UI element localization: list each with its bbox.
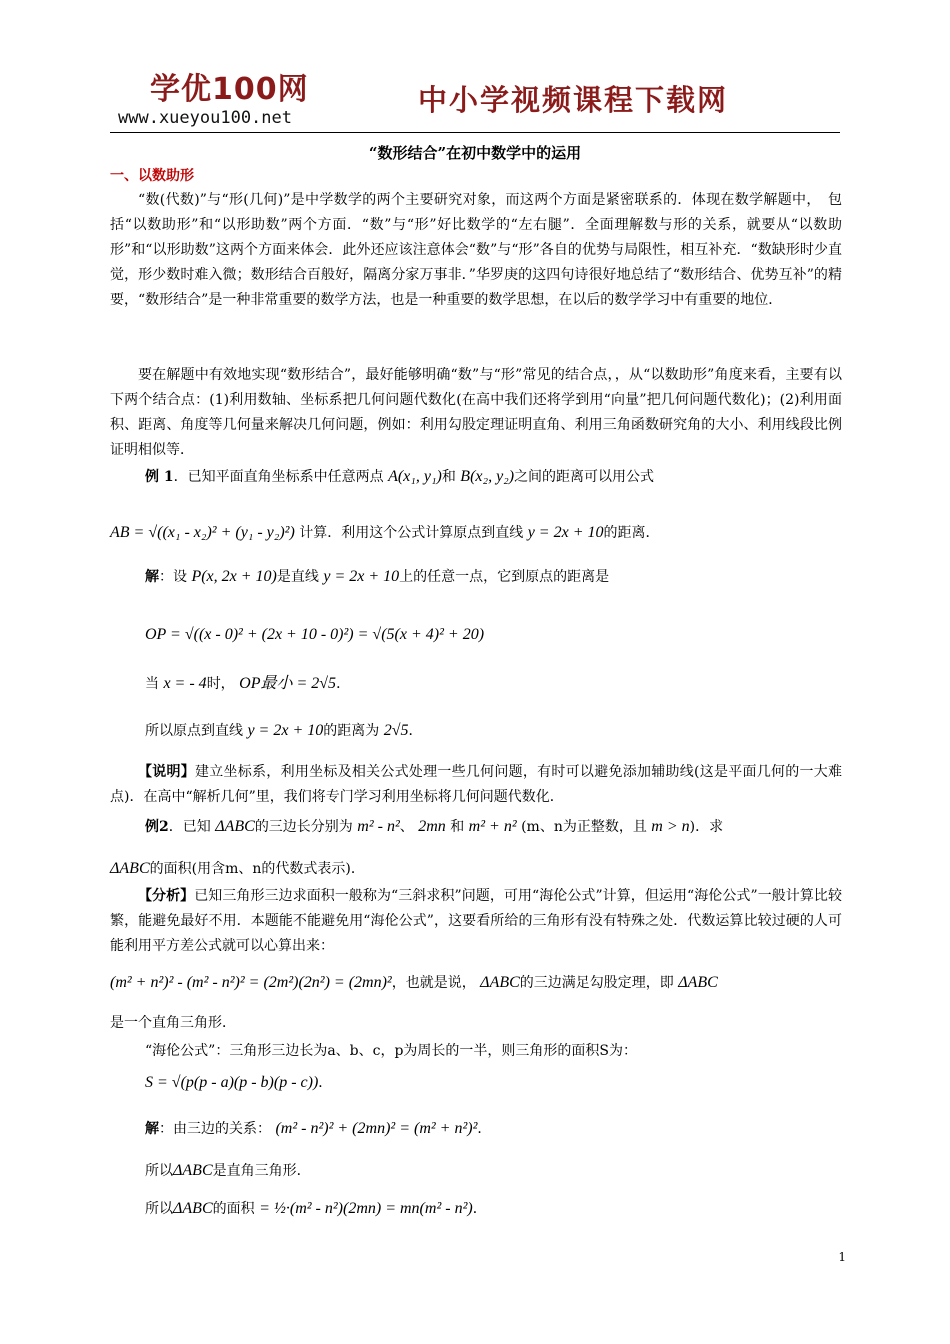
page-number: 1 bbox=[838, 1250, 846, 1264]
analysis-paragraph bbox=[110, 884, 842, 959]
x-value: x = - 4 bbox=[163, 675, 207, 692]
side-3: m² + n² bbox=[468, 818, 517, 835]
heron-formula-line bbox=[145, 1072, 332, 1092]
solution1-line bbox=[145, 566, 609, 586]
conclusion1-text-b: 的距离为 bbox=[323, 723, 380, 739]
triangle-abc-4: ΔABC bbox=[678, 974, 718, 991]
heron-intro-line bbox=[145, 1040, 637, 1060]
note-text: 建立坐标系，利用坐标及相关公式处理一些几何问题，有时可以避免添加辅助线(这是平面几何的一大难点)．在高中“解析几何”里，我们将专门学习利用坐标将几何问题代数化． bbox=[110, 764, 842, 805]
section-heading: 一、以数助形 bbox=[110, 168, 194, 184]
example2-text-c: 的面积(用含m、n的代数式表示)． bbox=[149, 861, 365, 877]
and-text: 和 bbox=[450, 819, 465, 835]
analysis-text-3: 的三边满足勾股定理，即 bbox=[519, 975, 674, 991]
distance-formula: AB = √((x₁ - x₂)² + (y₁ - y₂)²) bbox=[110, 524, 295, 541]
analysis-label: 【分析】 bbox=[138, 888, 195, 904]
op-formula-line bbox=[145, 626, 484, 644]
solution2-text-a: ：由三边的关系： bbox=[159, 1121, 271, 1137]
example1-text-a: ．已知平面直角坐标系中任意两点 bbox=[173, 469, 384, 485]
analysis-text-2: ，也就是说， bbox=[391, 975, 476, 991]
header-rule bbox=[110, 132, 840, 133]
solution2-area-line bbox=[145, 1198, 487, 1218]
heron-intro: “海伦公式”：三角形三边长为a、b、c，p为周长的一半，则三角形的面积S为： bbox=[145, 1043, 638, 1059]
conclusion1-dot: ． bbox=[408, 723, 423, 739]
example2-question bbox=[110, 858, 365, 878]
intro-paragraph-1: “数(代数)”与“形(几何)”是中学数学的两个主要研究对象，而这两个方面是紧密联系的．体现在数学解题中， 包括“以数助形”和“以形助数”两个方面．“数”与“形”好比数学的“左右腿”．全面理解数与形的关系，就要从“以数助形”和“以形助数”这两个方面来体会．此外还应该注意体会“数”与“形”各自的优势与局限性，相互补充．“数缺形时少直觉，形少数时难入微；数形结合百般好，隔离分家万事非．”华罗庚的这四句诗很好地总结了“数形结合、优势互补”的精要，“数形结合”是一种非常重要的数学方法，也是一种重要的数学思想，在以后的数学学习中有重要的地位． bbox=[110, 192, 842, 308]
line-equation-2: y = 2x + 10 bbox=[323, 568, 400, 585]
analysis-text-4: 是一个直角三角形． bbox=[110, 1015, 236, 1031]
header-banner: 中小学视频课程下载网 bbox=[418, 83, 729, 117]
example2-label: 例2 bbox=[145, 819, 169, 835]
document-title: “数形结合”在初中数学中的运用 bbox=[368, 144, 582, 162]
example1-text-c: 计算．利用这个公式计算原点到直线 bbox=[299, 525, 524, 541]
site-logo-text: 学优100网 bbox=[150, 72, 309, 107]
point-a: A(x₁, y₁) bbox=[388, 468, 442, 485]
example1-and: 和 bbox=[441, 469, 456, 485]
triangle-abc-5: ΔABC bbox=[173, 1162, 213, 1179]
example1-conclusion bbox=[145, 720, 422, 740]
triangle-abc-2: ΔABC bbox=[110, 860, 150, 877]
shi-text: 时， bbox=[206, 676, 235, 692]
op-formula: OP = √((x - 0)² + (2x + 10 - 0)²) = √(5(x + 4)² + 20) bbox=[145, 626, 485, 643]
example2-text-a: ．已知 bbox=[168, 819, 211, 835]
note-paragraph bbox=[110, 760, 842, 810]
example1-text-b: 之间的距离可以用公式 bbox=[514, 469, 655, 485]
area-b-text: 的面积 bbox=[212, 1201, 255, 1217]
op-min-dot: ． bbox=[336, 676, 351, 692]
triangle-abc: ΔABC bbox=[215, 818, 255, 835]
condition-text: (m、n为正整数，且 bbox=[521, 819, 647, 835]
example2-text-b: 的三边长分别为 bbox=[254, 819, 353, 835]
analysis-text: 已知三角形三边求面积一般称为“三斜求积”问题，可用“海伦公式”计算，但运用“海伦公式”一般计算比较繁，能避免最好不用．本题能不能避免用“海伦公式”，这要看所给的三角形有没有特殊之处．代数运算比较过硬的人可能利用平方差公式就可以心算出来： bbox=[110, 888, 842, 954]
concl-b-text: 是直角三角形． bbox=[212, 1163, 311, 1179]
solution1-label: 解 bbox=[145, 569, 159, 585]
solution2-conclusion-1 bbox=[145, 1160, 311, 1180]
side-1: m² - n² bbox=[357, 818, 400, 835]
side-2: 2mn bbox=[418, 818, 446, 835]
line-equation-3: y = 2x + 10 bbox=[247, 722, 324, 739]
solution2-label: 解 bbox=[145, 1121, 159, 1137]
area-formula: = ½·(m² - n²)(2mn) = mn(m² - n²) bbox=[259, 1200, 473, 1217]
solution2-line bbox=[145, 1118, 491, 1138]
heron-dot: ． bbox=[318, 1075, 333, 1091]
point-p: P(x, 2x + 10) bbox=[191, 568, 277, 585]
example1-formula-line bbox=[110, 522, 660, 542]
example1-text-d: 的距离． bbox=[603, 525, 660, 541]
note-label: 【说明】 bbox=[138, 764, 196, 780]
concl-a-text: 所以 bbox=[145, 1163, 173, 1179]
solution1-text-b: 是直线 bbox=[276, 569, 319, 585]
close-text: )．求 bbox=[689, 819, 724, 835]
identity-formula: (m² + n²)² - (m² - n²)² = (2m²)(2n²) = (2mn)² bbox=[110, 974, 392, 991]
heron-formula: S = √(p(p - a)(p - b)(p - c)) bbox=[145, 1074, 319, 1091]
solution1-text-c: 上的任意一点，它到原点的距离是 bbox=[399, 569, 610, 585]
triangle-abc-3: ΔABC bbox=[480, 974, 520, 991]
identity-line bbox=[110, 972, 718, 992]
area-end: ． bbox=[472, 1201, 487, 1217]
relation-dot: ． bbox=[477, 1121, 492, 1137]
relation-formula: (m² - n²)² + (2mn)² = (m² + n²)² bbox=[275, 1120, 478, 1137]
when-text: 当 bbox=[145, 676, 159, 692]
point-b: B(x₂, y₂) bbox=[460, 468, 515, 485]
area-a-text: 所以 bbox=[145, 1201, 173, 1217]
example1-statement bbox=[145, 466, 654, 486]
solution1-text-a: ：设 bbox=[159, 569, 187, 585]
inequality: m > n bbox=[651, 818, 690, 835]
example1-label: 例 1 bbox=[145, 469, 174, 485]
op-min-line bbox=[145, 670, 350, 693]
distance-value: 2√5 bbox=[383, 722, 409, 739]
intro-paragraph-2: 要在解题中有效地实现“数形结合”，最好能够明确“数”与“形”常见的结合点，，从“以数助形”角度来看，主要有以下两个结合点：(1)利用数轴、坐标系把几何问题代数化(在高中我们还将学到用“向量”把几何问题代数化)；(2)利用面积、距离、角度等几何量来解决几何问题，例如：利用勾股定理证明直角、利用三角函数研究角的大小、利用线段比例证明相似等． bbox=[110, 367, 842, 458]
example2-statement bbox=[145, 816, 723, 836]
conclusion1-text-a: 所以原点到直线 bbox=[145, 723, 243, 739]
triangle-abc-6: ΔABC bbox=[173, 1200, 213, 1217]
op-min: OP最小 = 2√5 bbox=[239, 675, 337, 692]
line-equation: y = 2x + 10 bbox=[527, 524, 604, 541]
sep-text: 、 bbox=[399, 819, 414, 835]
right-triangle-line bbox=[110, 1012, 236, 1032]
site-url[interactable]: www.xueyou100.net bbox=[118, 108, 292, 128]
